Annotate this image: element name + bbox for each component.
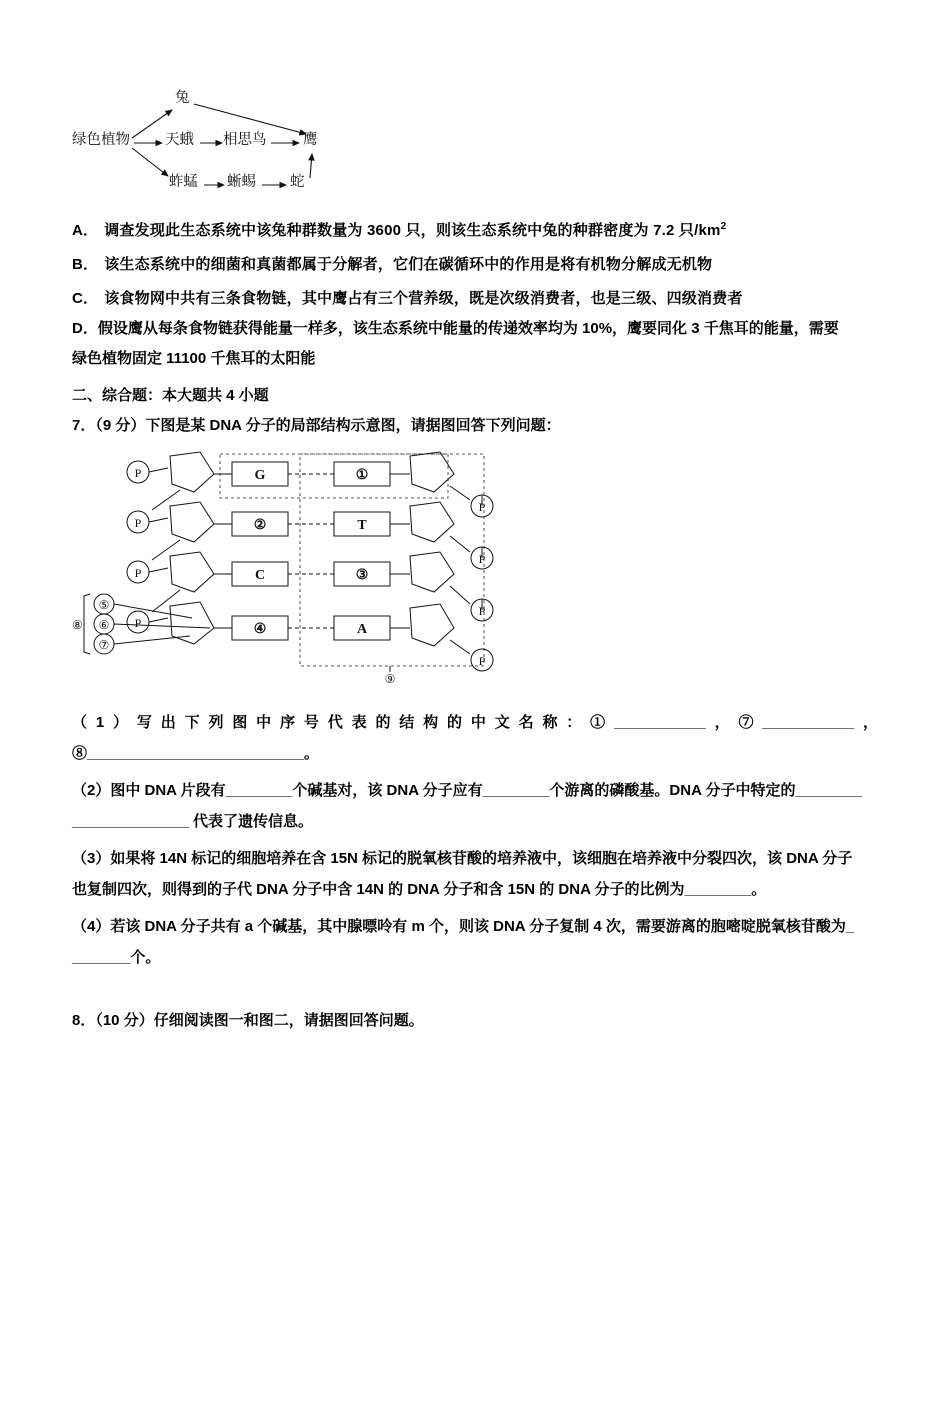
food-web-node-lizard: 蜥蜴 [227,174,256,190]
svg-text:A: A [356,622,368,637]
food-web-node-bird: 相思鸟 [223,132,267,148]
sub1-part2: ，⑦ [705,714,763,731]
section-heading: 二、综合题：本大题共 4 小题 [72,387,269,404]
sub1-part4: 。 [303,745,319,762]
sub3-line1: （3）如果将 14N 标记的细胞培养在含 15N 标记的脱氧核苷酸的培养液中，该细胞在培养液中分裂四次，该 DNA 分子 [72,850,853,867]
question-8-stem: 8．（10 分）仔细阅读图一和图二，请据图回答问题。 [72,1012,424,1029]
sub1-blank3: __________________________ [87,745,304,762]
food-web-diagram [72,78,878,208]
sub1-part3: ，⑧ [72,714,878,762]
option-c-label: C． [72,290,99,307]
sub2-blank3: ________ [795,782,863,799]
svg-text:P: P [478,500,486,514]
svg-text:T: T [357,518,367,533]
svg-text:C: C [254,568,266,583]
food-web-node-grasshopper: 蚱蜢 [169,174,198,190]
food-web-node-snake: 蛇 [290,174,305,190]
sub2-blank2: ________ [482,782,550,799]
sub1-part1: （1）写出下列图中序号代表的结构的中文名称：① [72,714,615,731]
svg-text:P: P [134,516,142,530]
sub3-line2: 也复制四次，则得到的子代 DNA 分子中含 14N 的 DNA 分子和含 15N 的 DNA 分子的比例为________。 [72,881,767,898]
svg-text:⑨: ⑨ [384,672,396,686]
option-a-sup: 2 [720,221,727,232]
svg-text:③: ③ [355,568,369,583]
sub2-text-c: 个游离的磷酸基。DNA 分子中特定的 [549,782,796,799]
svg-text:⑧: ⑧ [72,618,83,632]
question-7-sub-4 [72,911,878,973]
option-b [72,250,878,280]
svg-text:P: P [478,654,486,668]
svg-text:P: P [134,616,142,630]
dna-diagram-svg [72,446,878,701]
svg-text:①: ① [355,468,369,483]
question-7-sub-2 [72,775,878,837]
svg-text:⑦: ⑦ [98,638,110,652]
document-page [0,78,950,1422]
svg-text:⑤: ⑤ [98,598,110,612]
option-a-text: 调查发现此生态系统中该兔种群数量为 3600 只，则该生态系统中兔的种群密度为 7.2 只/km [104,222,721,239]
option-d [72,314,878,374]
svg-text:P: P [478,604,486,618]
option-b-label: B． [72,256,99,273]
option-a-label: A． [72,222,99,239]
question-7-stem: 7．（9 分）下图是某 DNA 分子的局部结构示意图，请据图回答下列问题： [72,417,561,434]
food-web-node-rabbit: 兔 [175,90,190,106]
sub1-blank1: ___________ [614,714,706,731]
svg-text:②: ② [253,518,267,533]
sub1-blank2: ___________ [762,714,855,731]
sub2-line2 [72,806,878,837]
option-a [72,212,878,246]
sub2-text-a: （2）图中 DNA 片段有 [72,782,226,799]
food-web-node-plant: 绿色植物 [72,132,130,148]
option-c [72,284,878,314]
food-web-node-eagle: 鹰 [303,132,318,148]
svg-text:G: G [254,468,266,483]
option-d-text1: 假设鹰从每条食物链获得能量一样多，该生态系统中能量的传递效率均为 10%，鹰要同化 3 千焦耳的能量，需要 [97,320,839,337]
svg-text:P: P [134,466,142,480]
svg-text:P: P [478,552,486,566]
svg-text:④: ④ [253,622,267,637]
option-b-text: 该生态系统中的细菌和真菌都属于分解者，它们在碳循环中的作用是将有机物分解成无机物 [104,256,713,273]
question-7-sub-3 [72,843,878,905]
sub2-blank4: ______________ [72,813,189,830]
dna-structure-diagram [72,446,878,701]
sub4-line2: _______个。 [72,949,161,966]
sub4-line1: （4）若该 DNA 分子共有 a 个碱基，其中腺嘌呤有 m 个，则该 DNA 分子复制 4 次，需要游离的胞嘧啶脱氧核苷酸为_ [72,918,855,935]
option-d-line1 [72,314,878,344]
question-7-sub-1 [72,707,878,769]
food-web-node-moth: 天蛾 [165,132,194,148]
option-d-label: D． [72,320,98,337]
sub2-text-b: 个碱基对，该 DNA 分子应有 [292,782,483,799]
svg-text:⑥: ⑥ [98,618,110,632]
sub2-blank1: ________ [225,782,293,799]
svg-text:P: P [134,566,142,580]
option-d-line2: 绿色植物固定 11100 千焦耳的太阳能 [72,350,316,367]
sub2-text-d: 代表了遗传信息。 [192,813,313,830]
option-c-text: 该食物网中共有三条食物链，其中鹰占有三个营养级，既是次级消费者，也是三级、四级消费者 [104,290,743,307]
